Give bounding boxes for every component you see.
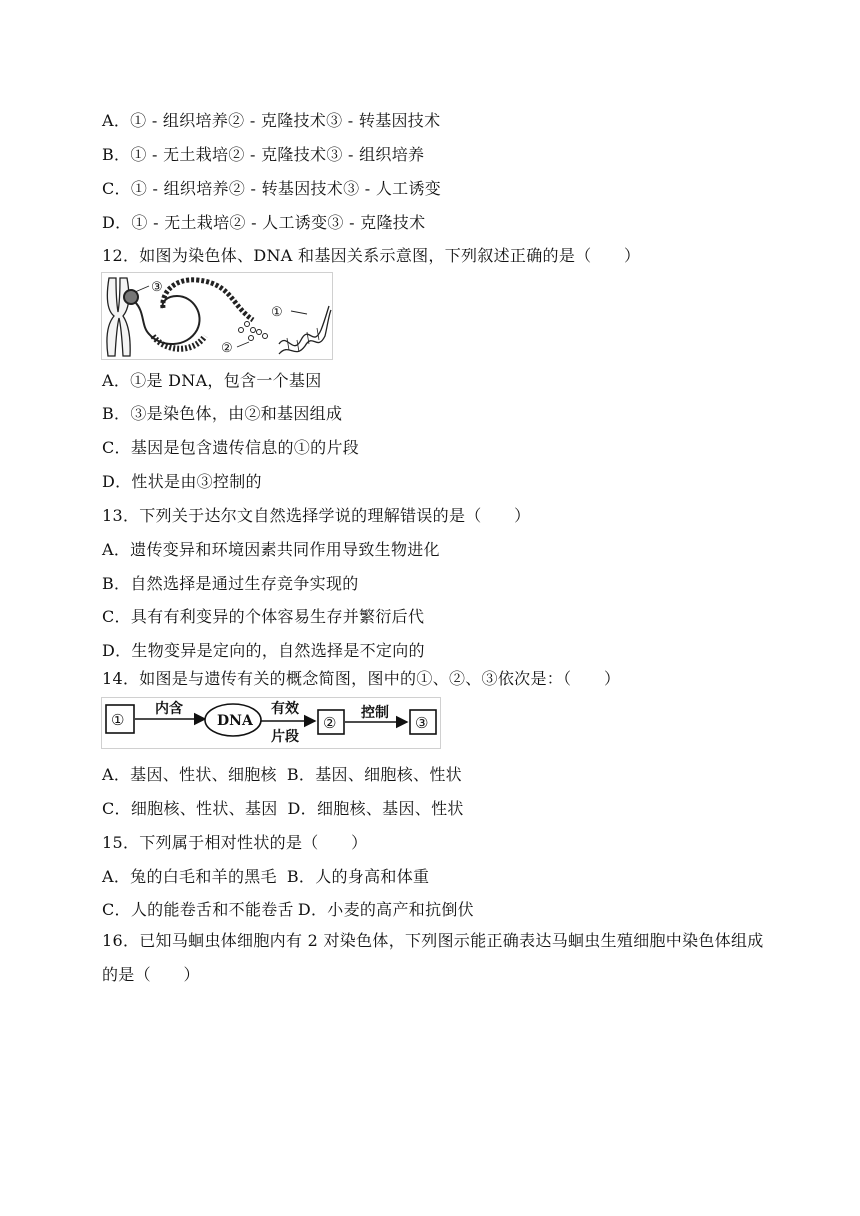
concept-box-2-label: ② — [323, 714, 337, 732]
q14-options-row-2 — [102, 799, 464, 819]
q15-options-row-2 — [102, 900, 474, 920]
q12-option-a: A．①是 DNA，包含一个基因 — [102, 371, 322, 390]
q13-option-d: D．生物变异是定向的，自然选择是不定向的 — [102, 641, 425, 660]
figure-label-3: ③ — [151, 280, 163, 295]
arrow-label-controls: 控制 — [361, 705, 389, 721]
q15-option-c: C．人的能卷舌和不能卷舌 — [102, 900, 294, 919]
arrow-label-contains: 内含 — [155, 701, 183, 717]
q16-stem: 16．已知马蛔虫体细胞内有 2 对染色体，下列图示能正确表达马蛔虫生殖细胞中染色体组成的是（ ） — [102, 931, 764, 984]
q13-option-c: C．具有有利变异的个体容易生存并繁衍后代 — [102, 607, 425, 626]
q15-option-d: D．小麦的高产和抗倒伏 — [297, 900, 474, 919]
q13-option-b: B．自然选择是通过生存竞争实现的 — [102, 574, 359, 593]
q12-option-d: D．性状是由③控制的 — [102, 472, 262, 491]
arrow-label-segment: 片段 — [271, 729, 299, 745]
q14-stem: 14．如图是与遗传有关的概念简图，图中的①、②、③依次是：（ ） — [102, 669, 621, 688]
q14-option-b: B．基因、细胞核、性状 — [286, 765, 462, 784]
q12-option-b: B．③是染色体，由②和基因组成 — [102, 404, 343, 423]
q15-option-b: B．人的身高和体重 — [286, 867, 430, 886]
concept-map-figure — [101, 697, 441, 749]
arrow-label-effective: 有效 — [271, 701, 299, 717]
dna-label: DNA — [217, 713, 253, 729]
q13-stem: 13．下列关于达尔文自然选择学说的理解错误的是（ ） — [102, 506, 531, 525]
q14-option-d: D．细胞核、基因、性状 — [287, 799, 464, 818]
q11-option-d: D．① - 无土栽培② - 人工诱变③ - 克隆技术 — [102, 213, 426, 232]
q14-options-row-1 — [102, 765, 462, 785]
q15-stem: 15．下列属于相对性状的是（ ） — [102, 833, 368, 852]
q12-option-c: C．基因是包含遗传信息的①的片段 — [102, 438, 360, 457]
figure-label-2: ② — [221, 341, 233, 356]
q11-option-b: B．① - 无土栽培② - 克隆技术③ - 组织培养 — [102, 145, 425, 164]
q14-option-a: A．基因、性状、细胞核 — [102, 765, 277, 784]
figure-label-1: ① — [271, 305, 283, 320]
q15-option-a: A．兔的白毛和羊的黑毛 — [102, 867, 277, 886]
chromosome-dna-gene-figure — [101, 272, 333, 360]
q11-option-c: C．① - 组织培养② - 转基因技术③ - 人工诱变 — [102, 179, 442, 198]
concept-box-3-label: ③ — [415, 714, 429, 732]
q12-stem: 12．如图为染色体、DNA 和基因关系示意图，下列叙述正确的是（ ） — [102, 246, 641, 265]
q15-options-row-1 — [102, 867, 429, 887]
q11-option-a: A．① - 组织培养② - 克隆技术③ - 转基因技术 — [102, 111, 441, 130]
concept-box-1-label: ① — [111, 711, 125, 729]
q13-option-a: A．遗传变异和环境因素共同作用导致生物进化 — [102, 540, 440, 559]
q14-option-c: C．细胞核、性状、基因 — [102, 799, 278, 818]
